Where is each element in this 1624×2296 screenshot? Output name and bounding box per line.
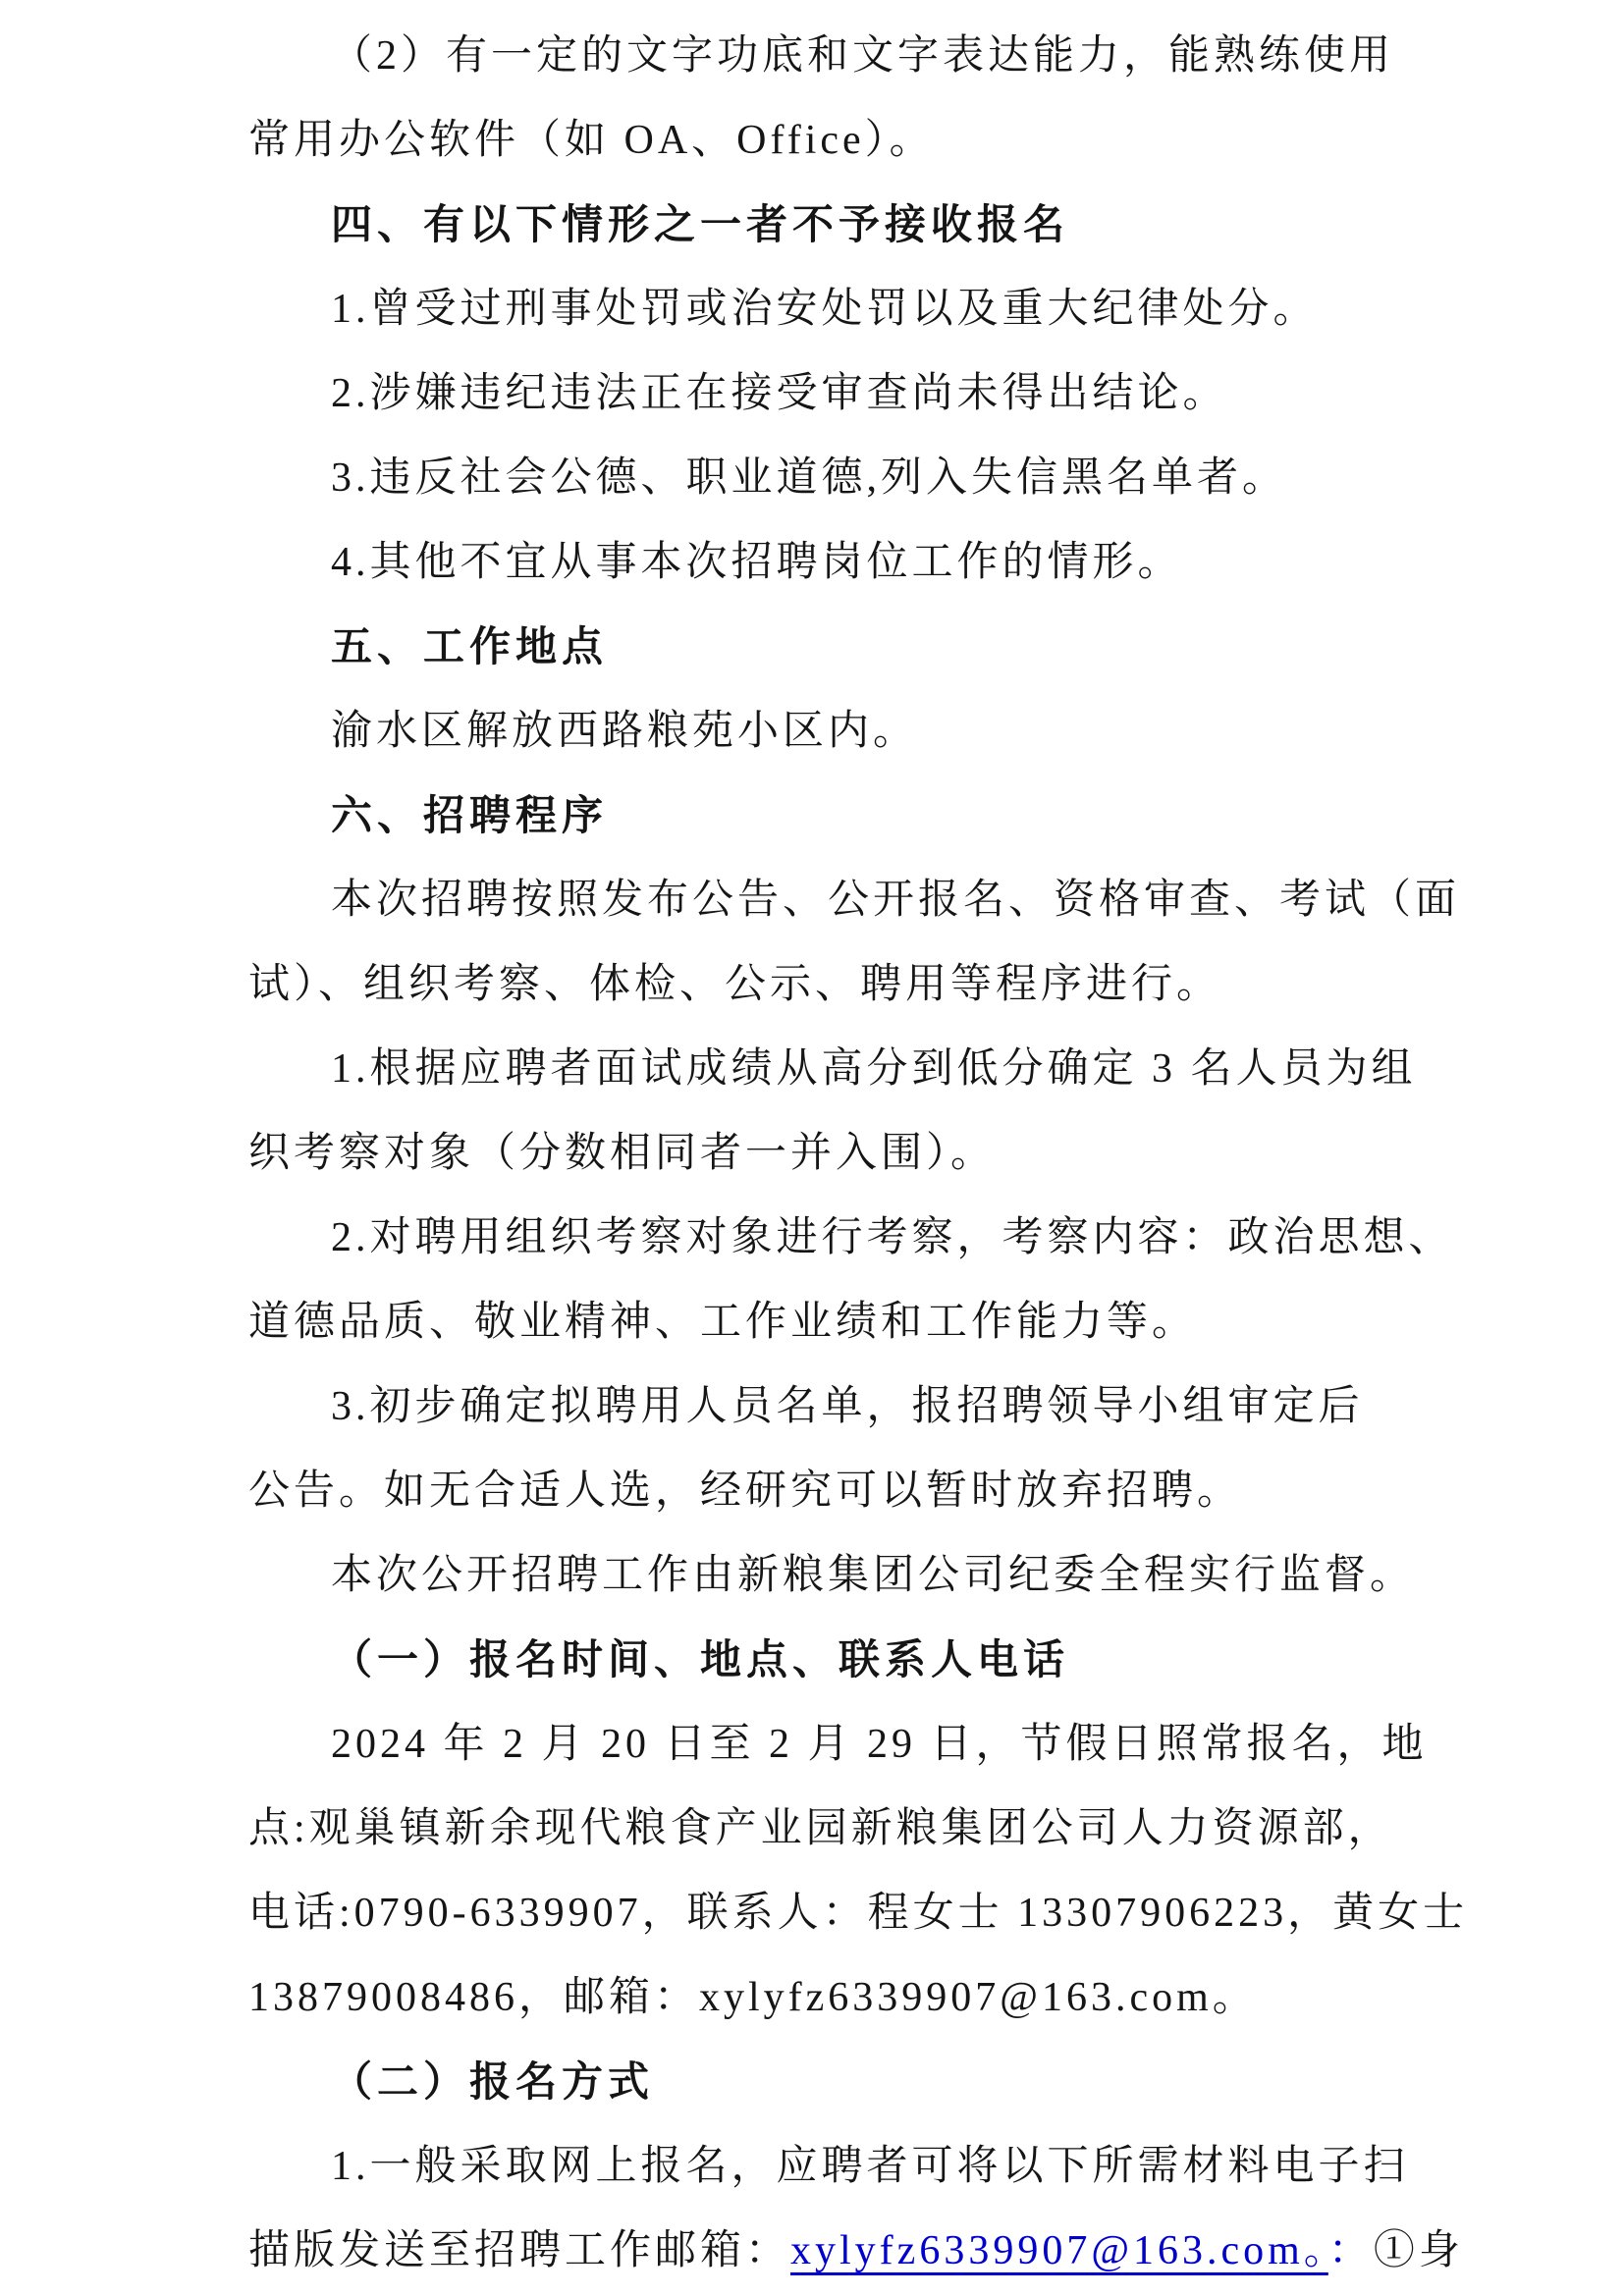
paragraph-line: 渝水区解放西路粮苑小区内。 (331, 709, 919, 754)
link-line-prefix: 描版发送至招聘工作邮箱： (248, 2228, 791, 2273)
link-line-colon: ： (1327, 2228, 1374, 2273)
list-item-line: 1.一般采取网上报名，应聘者可将以下所需材料电子扫 (331, 2144, 1409, 2189)
paragraph-line: 点:观巢镇新余现代粮食产业园新粮集团公司人力资源部， (248, 1806, 1393, 1851)
list-item-line: 4.其他不宜从事本次招聘岗位工作的情形。 (331, 540, 1183, 585)
paragraph-line: 织考察对象（分数相同者一并入围）。 (248, 1131, 997, 1176)
paragraph-line: 常用办公软件（如 OA、Office）。 (248, 118, 935, 163)
paragraph-line: 本次公开招聘工作由新粮集团公司纪委全程实行监督。 (331, 1553, 1416, 1598)
paragraph-line: 13879008486，邮箱：xylyfz6339907@163.com。 (248, 1975, 1258, 2020)
subsection-heading-1: （一）报名时间、地点、联系人电话 (331, 1636, 1070, 1682)
paragraph-line: （2）有一定的文字功底和文字表达能力，能熟练使用 (331, 33, 1395, 79)
list-item-line: 3.违反社会公德、职业道德,列入失信黑名单者。 (331, 455, 1288, 501)
link-line-suffix: ①身 (1373, 2228, 1464, 2273)
paragraph-line: 试）、组织考察、体检、公示、聘用等程序进行。 (248, 962, 1222, 1007)
section-heading-4: 四、有以下情形之一者不予接收报名 (331, 201, 1070, 247)
paragraph-line: 2024 年 2 月 20 日至 2 月 29 日，节假日照常报名，地 (331, 1722, 1428, 1767)
paragraph-line: 本次招聘按照发布公告、公开报名、资格审查、考试（面 (331, 878, 1461, 923)
subsection-heading-2: （二）报名方式 (331, 2058, 655, 2105)
section-heading-5: 五、工作地点 (331, 623, 609, 669)
list-item-line: 1.根据应聘者面试成绩从高分到低分确定 3 名人员为组 (331, 1046, 1417, 1092)
paragraph-line: 道德品质、敬业精神、工作业绩和工作能力等。 (248, 1300, 1198, 1345)
email-link[interactable]: xylyfz6339907@163.com。 (790, 2228, 1328, 2273)
list-item-line: 2.涉嫌违纪违法正在接受审查尚未得出结论。 (331, 371, 1228, 416)
paragraph-line: 公告。如无合适人选，经研究可以暂时放弃招聘。 (248, 1468, 1243, 1514)
section-heading-6: 六、招聘程序 (331, 792, 609, 838)
list-item-line: 3.初步确定拟聘用人员名单，报招聘领导小组审定后 (331, 1384, 1364, 1429)
list-item-line: 1.曾受过刑事处罚或治安处罚以及重大纪律处分。 (331, 287, 1319, 332)
paragraph-line-with-link (248, 2209, 1477, 2293)
list-item-line: 2.对聘用组织考察对象进行考察，考察内容：政治思想、 (331, 1215, 1454, 1260)
paragraph-line: 电话:0790-6339907，联系人：程女士 13307906223，黄女士 (248, 1891, 1469, 1936)
